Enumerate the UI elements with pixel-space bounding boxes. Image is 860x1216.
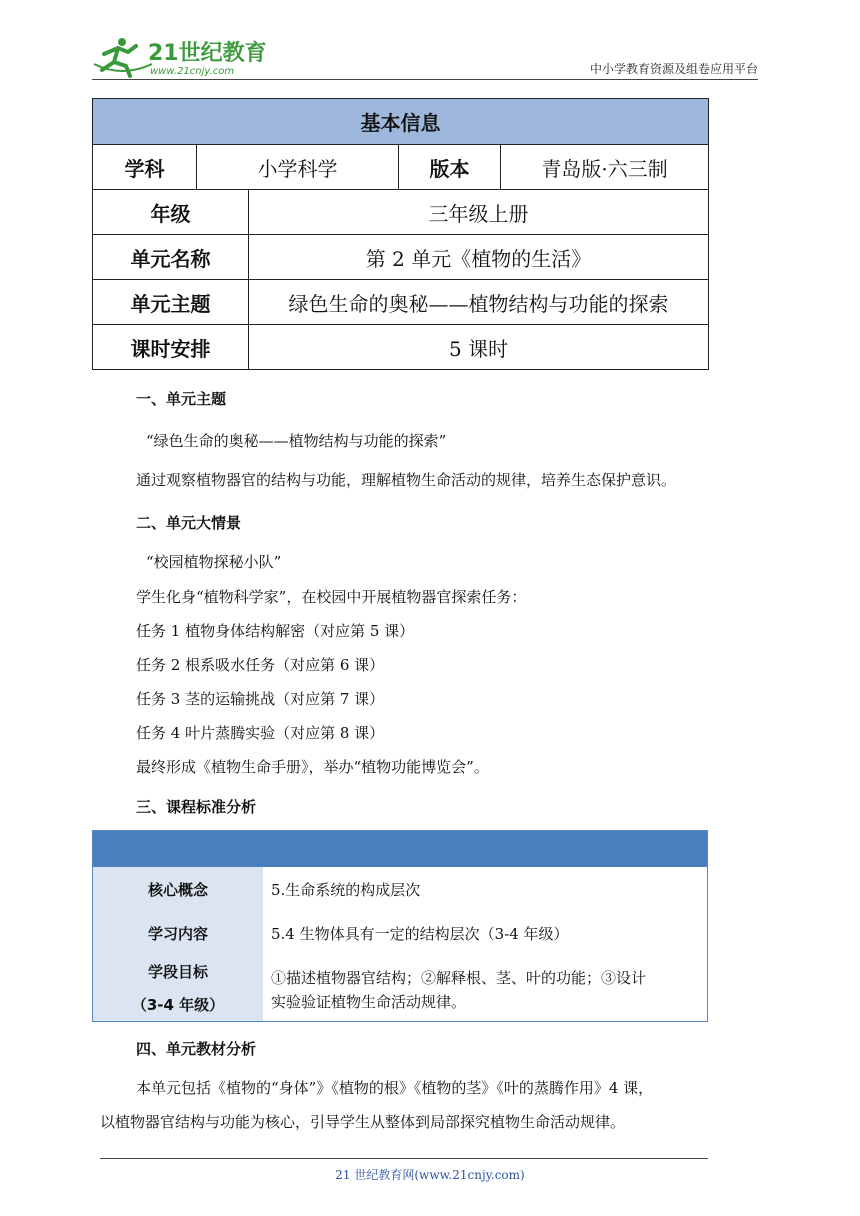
section-unit-theme-title: 一、单元主题: [136, 390, 227, 408]
stage-goal-value-2: 实验验证植物生命活动规律。: [271, 993, 467, 1011]
core-concept-value: 5.生命系统的构成层次: [271, 881, 421, 899]
task-2: 任务 2 根系吸水任务（对应第 6 课）: [136, 656, 385, 674]
textbook-desc-2: 以植物器官结构与功能为核心，引导学生从整体到局部探究植物生命活动规律。: [100, 1113, 626, 1131]
scenario-quote: “校园植物探秘小队”: [146, 553, 282, 571]
stage-goal-grade: （3-4 年级）: [131, 996, 225, 1014]
footer-divider: [100, 1158, 708, 1159]
core-concept-label: 核心概念: [147, 881, 208, 899]
unit-name-label: 单元名称: [93, 235, 249, 280]
scenario-outcome: 最终形成《植物生命手册》，举办“植物功能博览会”。: [136, 758, 489, 776]
logo-url: www.21cnjy.com: [150, 66, 235, 77]
unit-theme-label: 单元主题: [93, 280, 249, 325]
page-header: [92, 30, 758, 80]
section-curriculum-title: 三、课程标准分析: [136, 798, 257, 816]
unit-name-value: 第 2 单元《植物的生活》: [249, 235, 709, 280]
platform-name: 中小学教育资源及组卷应用平台: [589, 62, 758, 76]
stage-goal-value-1: ①描述植物器官结构；②解释根、茎、叶的功能；③设计: [271, 969, 647, 987]
task-4: 任务 4 叶片蒸腾实验（对应第 8 课）: [136, 724, 385, 742]
schedule-label: 课时安排: [93, 325, 249, 370]
unit-theme-desc: 通过观察植物器官的结构与功能，理解植物生命活动的规律，培养生态保护意识。: [136, 471, 677, 489]
subject-label: 学科: [93, 145, 197, 190]
basic-info-table: [92, 98, 709, 370]
curriculum-table-header: [93, 831, 707, 867]
task-3: 任务 3 茎的运输挑战（对应第 7 课）: [136, 690, 385, 708]
header-divider: [92, 79, 758, 80]
grade-label: 年级: [93, 190, 249, 235]
grade-value: 三年级上册: [249, 190, 709, 235]
subject-value: 小学科学: [197, 145, 399, 190]
basic-info-title: 基本信息: [93, 99, 709, 145]
scenario-intro: 学生化身“植物科学家”，在校园中开展植物器官探索任务：: [136, 588, 527, 606]
unit-theme-value: 绿色生命的奥秘——植物结构与功能的探索: [249, 280, 709, 325]
logo-text: 21世纪教育: [148, 41, 267, 66]
stage-goal-label: 学段目标: [147, 963, 208, 981]
footer-text[interactable]: 21 世纪教育网(www.21cnjy.com): [335, 1168, 525, 1182]
task-1: 任务 1 植物身体结构解密（对应第 5 课）: [136, 622, 415, 640]
section-scenario-title: 二、单元大情景: [136, 514, 242, 532]
learning-content-value: 5.4 生物体具有一定的结构层次（3-4 年级）: [271, 925, 569, 943]
section-textbook-title: 四、单元教材分析: [136, 1040, 257, 1058]
edition-label: 版本: [399, 145, 501, 190]
site-logo: [92, 34, 292, 78]
edition-value: 青岛版·六三制: [501, 145, 709, 190]
unit-theme-quote: “绿色生命的奥秘——植物结构与功能的探索”: [146, 432, 447, 450]
schedule-value: 5 课时: [249, 325, 709, 370]
curriculum-table: [92, 830, 708, 1022]
learning-content-label: 学习内容: [147, 925, 208, 943]
textbook-desc-1: 本单元包括《植物的“身体”》《植物的根》《植物的茎》《叶的蒸腾作用》4 课，: [136, 1079, 654, 1097]
